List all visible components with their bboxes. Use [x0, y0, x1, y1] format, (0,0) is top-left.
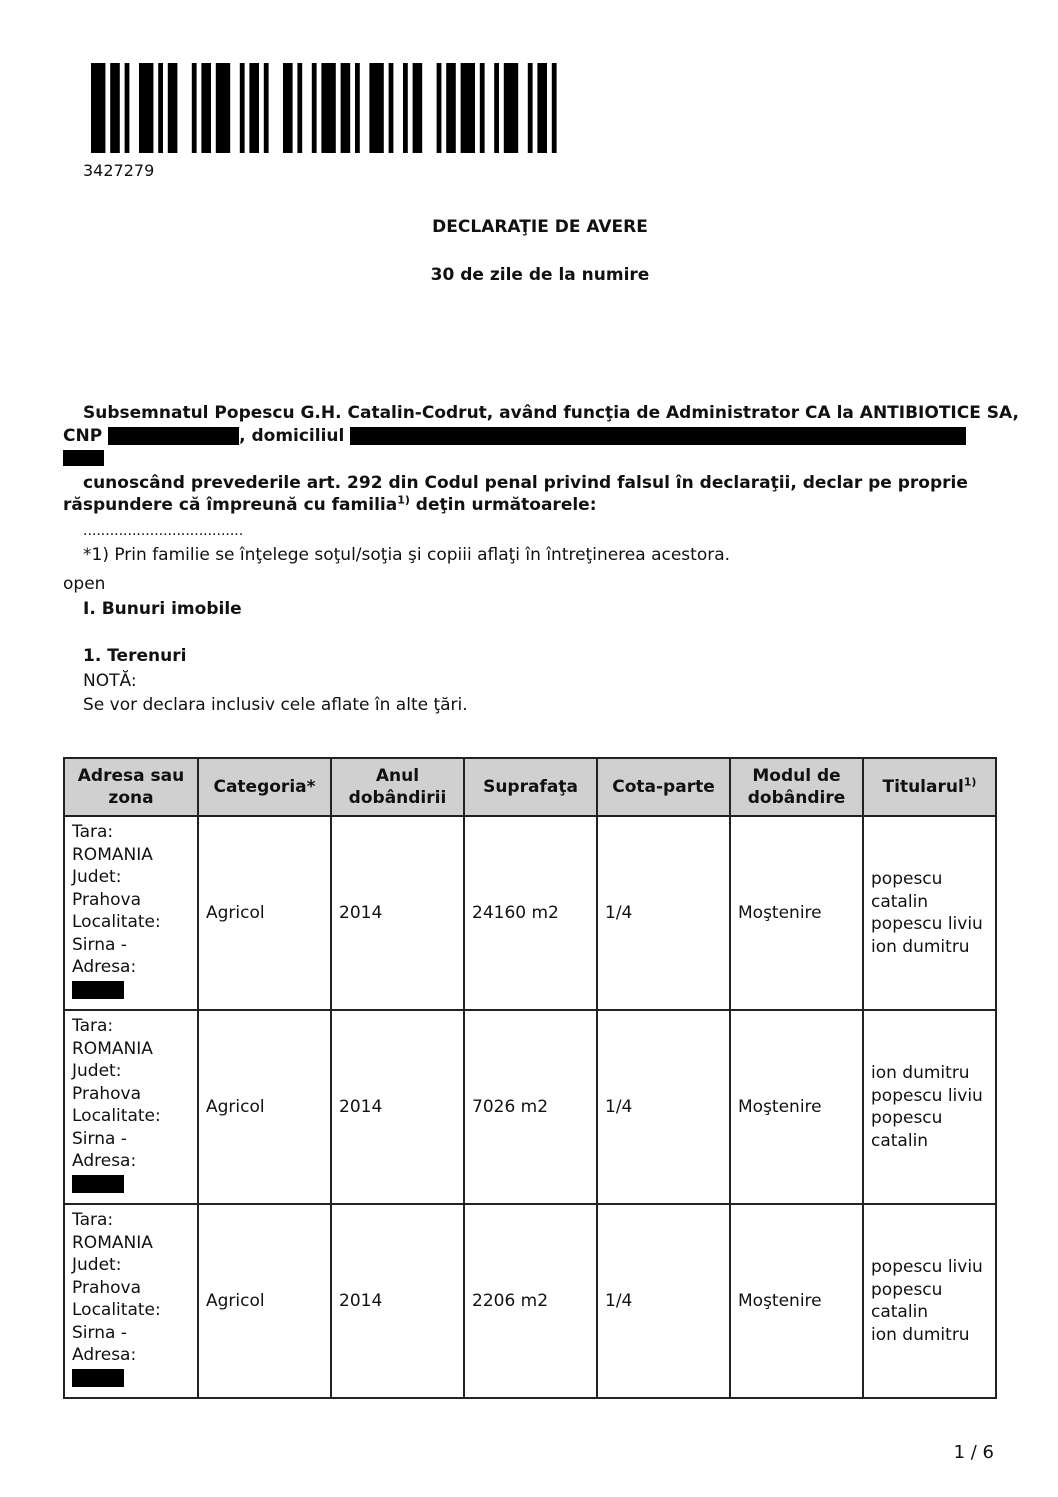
owner-line: ion dumitru [871, 1063, 970, 1083]
address-line: Adresa: [72, 957, 137, 977]
barcode-bar [494, 63, 499, 153]
address-line: Judet: [72, 1255, 122, 1275]
barcode-bar [192, 63, 197, 153]
header-mode: Modul de dobândire [730, 758, 863, 816]
barcode-bar [297, 63, 302, 153]
owner-line: ion dumitru [871, 1324, 970, 1345]
barcode-bar [240, 63, 245, 153]
barcode-bar [480, 63, 485, 153]
cell-mode: Moştenire [730, 1204, 863, 1398]
cell-owners [863, 816, 996, 1010]
barcode-bar [552, 63, 557, 153]
address-line: Adresa: [72, 1345, 137, 1365]
cell-mode: Moştenire [730, 1010, 863, 1204]
table-row [64, 816, 996, 1010]
barcode [91, 63, 571, 153]
barcode-bar [403, 63, 408, 153]
address-line: Sirna - [72, 1128, 127, 1149]
address-line: Localitate: [72, 1106, 161, 1126]
barcode-bar [125, 63, 130, 153]
cell-year: 2014 [331, 816, 464, 1010]
address-line: Localitate: [72, 1300, 161, 1320]
barcode-bar [321, 63, 335, 153]
cell-category: Agricol [198, 816, 331, 1010]
barcode-bar [369, 63, 383, 153]
owner-line: catalin [871, 891, 929, 912]
address-line: Tara: [72, 1016, 114, 1036]
cell-owners [863, 1010, 996, 1204]
barcode-bar [110, 63, 120, 153]
redacted-address-continued [63, 450, 104, 466]
cell-share: 1/4 [597, 1204, 730, 1398]
address-line: Judet: [72, 867, 122, 887]
barcode-bar [201, 63, 211, 153]
header-year: Anul dobândirii [331, 758, 464, 816]
owner-line: popescu [871, 1108, 943, 1128]
table-row [64, 1010, 996, 1204]
address-line: Tara: [72, 1210, 114, 1230]
redacted-address [350, 427, 966, 445]
barcode-bar [389, 63, 394, 153]
owner-line: popescu [871, 869, 943, 889]
header-share: Cota-parte [597, 758, 730, 816]
barcode-bar [355, 63, 360, 153]
cell-year: 2014 [331, 1010, 464, 1204]
barcode-bar [413, 63, 423, 153]
address-line: Judet: [72, 1061, 122, 1081]
document-subtitle: 30 de zile de la numire [430, 265, 650, 285]
cell-category: Agricol [198, 1204, 331, 1398]
cell-category: Agricol [198, 1010, 331, 1204]
barcode-bar [158, 63, 163, 153]
page-number: 1 / 6 [953, 1442, 994, 1463]
address-line: ROMANIA [72, 1232, 153, 1253]
address-line: Sirna - [72, 1322, 127, 1343]
barcode-number: 3427279 [83, 161, 155, 180]
barcode-bar [168, 63, 178, 153]
cell-owners [863, 1204, 996, 1398]
cell-address [64, 1204, 198, 1398]
barcode-bar [437, 63, 442, 153]
open-label: open [63, 574, 106, 594]
table-row [64, 1204, 996, 1398]
address-line: Localitate: [72, 912, 161, 932]
redacted-address-value [72, 1175, 124, 1193]
redacted-address-value [72, 1369, 124, 1387]
address-line: ROMANIA [72, 1038, 153, 1059]
family-footnote: *1) Prin familie se înţelege soţul/soţia şi copiii aflaţi în întreţinerea acestora. [83, 545, 731, 565]
cnp-label: CNP [63, 426, 103, 446]
owner-line: ion dumitru [871, 936, 970, 957]
address-line: Prahova [72, 1083, 142, 1104]
owner-line: catalin [871, 1130, 929, 1151]
header-address: Adresa sau zona [64, 758, 198, 816]
address-line: Tara: [72, 822, 114, 842]
nota-label: NOTĂ: [83, 671, 137, 691]
cell-area: 7026 m2 [464, 1010, 597, 1204]
cell-address [64, 816, 198, 1010]
header-area: Suprafaţa [464, 758, 597, 816]
redacted-address-value [72, 981, 124, 999]
intro-line-4: răspundere că împreună cu familia$^{1)}$ deţin următoarele: [63, 493, 597, 515]
barcode-bar [537, 63, 547, 153]
intro-line-1: Subsemnatul Popescu G.H. Catalin-Codrut, având funcţia de Administrator CA la ANTIBIOTICE SA, [83, 403, 1019, 423]
address-line: Sirna - [72, 934, 127, 955]
barcode-bar [341, 63, 351, 153]
intro-line-3: cunoscând prevederile art. 292 din Codul penal privind falsul în declaraţii, declar pe proprie [83, 473, 968, 493]
dotted-line: .................................... [83, 523, 244, 539]
cell-share: 1/4 [597, 816, 730, 1010]
intro-line-2 [63, 425, 966, 447]
domiciliu-label: , domiciliul [239, 426, 345, 446]
header-category: Categoria* [198, 758, 331, 816]
barcode-bar [504, 63, 518, 153]
cell-address [64, 1010, 198, 1204]
barcode-bar [461, 63, 475, 153]
barcode-bar [312, 63, 317, 153]
address-line: Prahova [72, 889, 142, 910]
barcode-bar [528, 63, 533, 153]
barcode-bar [249, 63, 259, 153]
owner-line: catalin [871, 1302, 929, 1322]
cell-share: 1/4 [597, 1010, 730, 1204]
owner-line: popescu [871, 1279, 943, 1300]
cell-year: 2014 [331, 1204, 464, 1398]
section-heading: I. Bunuri imobile [83, 599, 242, 619]
address-line: Prahova [72, 1277, 142, 1298]
address-line: ROMANIA [72, 844, 153, 865]
table-header-row [64, 758, 996, 816]
barcode-bar [446, 63, 456, 153]
barcode-bar [264, 63, 269, 153]
owner-line: popescu liviu [871, 914, 983, 934]
owner-line: popescu liviu [871, 1257, 983, 1277]
barcode-bar [91, 63, 105, 153]
nota-text: Se vor declara inclusiv cele aflate în alte ţări. [83, 695, 468, 715]
redacted-cnp [108, 427, 239, 445]
header-owner: Titularul$^{1)}$ [863, 758, 996, 816]
cell-mode: Moştenire [730, 816, 863, 1010]
owner-line: popescu liviu [871, 1085, 983, 1106]
subsection-heading: 1. Terenuri [83, 646, 187, 666]
cell-area: 2206 m2 [464, 1204, 597, 1398]
address-line: Adresa: [72, 1151, 137, 1171]
barcode-bar [216, 63, 230, 153]
cell-area: 24160 m2 [464, 816, 597, 1010]
barcode-bar [139, 63, 153, 153]
document-title: DECLARAŢIE DE AVERE [432, 217, 648, 237]
land-table [63, 757, 997, 1399]
barcode-bar [283, 63, 293, 153]
